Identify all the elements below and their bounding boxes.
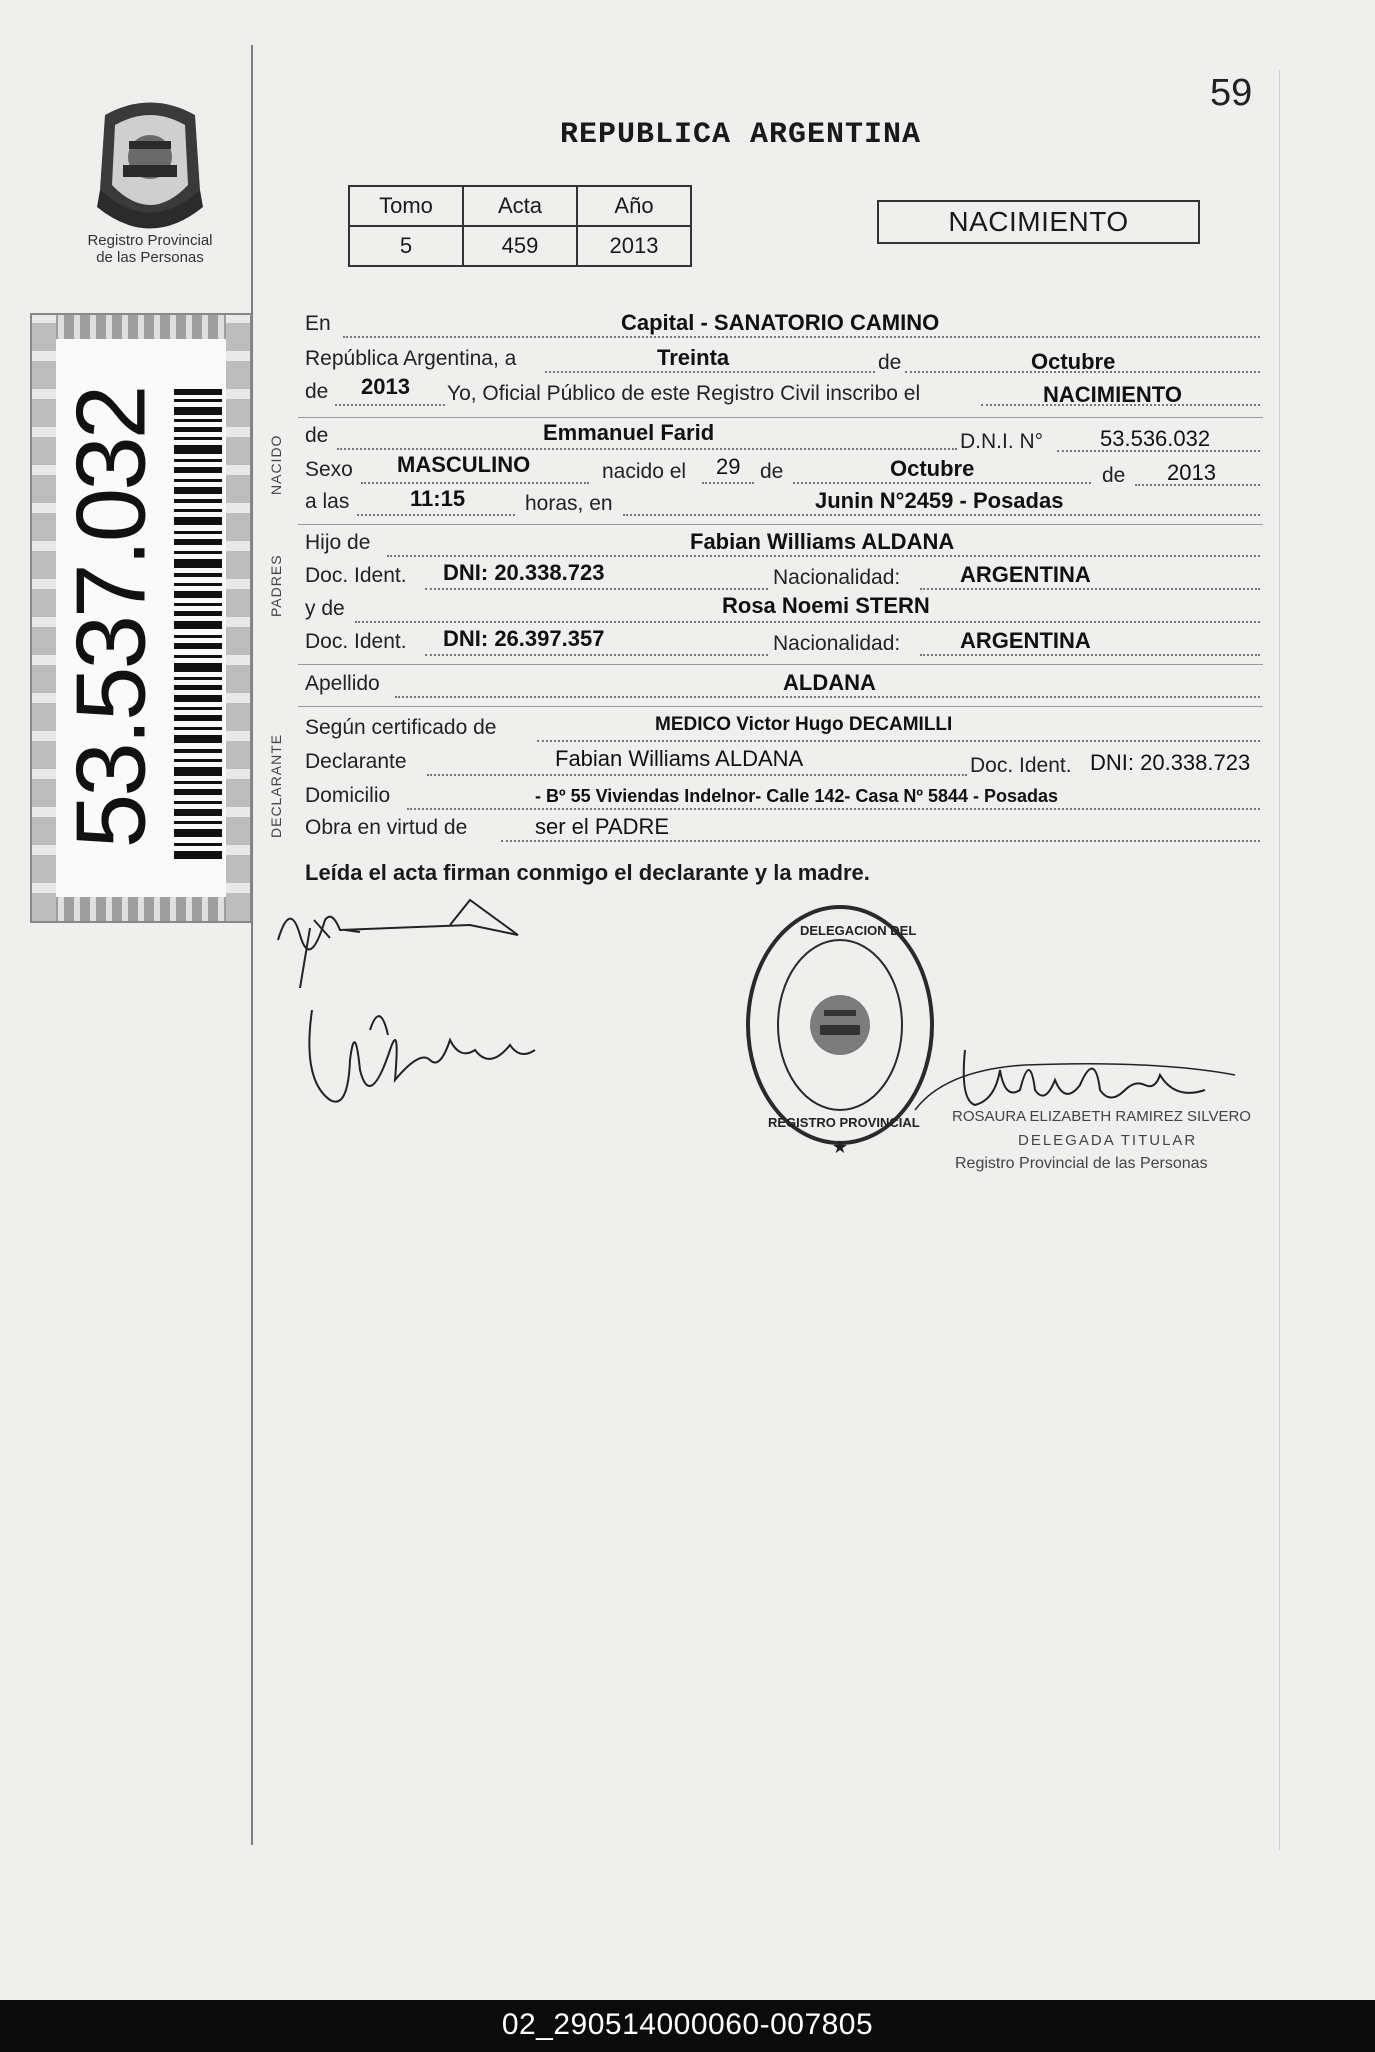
- dotted-line: [355, 621, 1260, 623]
- label-yo-oficial: Yo, Oficial Público de este Registro Civil inscribo el: [447, 382, 921, 405]
- label-de-year: de: [305, 380, 329, 403]
- dotted-line: [793, 482, 1091, 484]
- logo-caption-line-2: de las Personas: [96, 249, 204, 266]
- label-de-day: de: [760, 460, 784, 483]
- table-header-tomo: Tomo: [349, 186, 463, 226]
- row-padre: [305, 527, 1260, 557]
- table-value-tomo: 5: [349, 226, 463, 266]
- officer-role: DELEGADA TITULAR: [1018, 1132, 1198, 1149]
- dotted-line: [427, 774, 967, 776]
- table-value-anio: 2013: [577, 226, 691, 266]
- label-declarante: Declarante: [305, 750, 407, 773]
- logo-caption: [55, 232, 245, 266]
- dotted-line: [920, 654, 1260, 656]
- dotted-line: [395, 696, 1260, 698]
- security-border-bottom: [32, 897, 250, 921]
- dotted-line: [387, 555, 1260, 557]
- tomo-acta-anio-table: [348, 185, 692, 267]
- closing-statement: Leída el acta firman conmigo el declarante y la madre.: [305, 860, 870, 885]
- dotted-line: [425, 588, 768, 590]
- table-header-anio: Año: [577, 186, 691, 226]
- officer-signature: [905, 1030, 1245, 1120]
- value-anio-nacimiento: 2013: [1167, 460, 1216, 485]
- barcode-number: 53.537.032: [55, 387, 166, 849]
- security-border-left: [32, 315, 56, 921]
- svg-text:★: ★: [831, 1137, 849, 1157]
- label-de-name: de: [305, 424, 329, 447]
- footer-bar: [0, 2000, 1375, 2052]
- section-separator: [298, 417, 1263, 418]
- row-sexo: [305, 452, 1260, 487]
- value-hora: 11:15: [410, 486, 466, 511]
- provincial-seal-logo: [85, 95, 215, 235]
- value-certificado: MEDICO Victor Hugo DECAMILLI: [655, 714, 953, 735]
- label-republica: República Argentina, a: [305, 347, 517, 370]
- dotted-line: [623, 514, 1260, 516]
- label-nacido-el: nacido el: [602, 460, 687, 483]
- table-header-row: [349, 186, 691, 226]
- row-certificado: [305, 712, 1260, 742]
- value-nac-madre: ARGENTINA: [960, 628, 1091, 653]
- value-nombre: Emmanuel Farid: [543, 420, 715, 445]
- value-mes-registro: Octubre: [1031, 349, 1116, 374]
- dotted-line: [337, 448, 957, 450]
- dotted-line: [361, 482, 589, 484]
- label-hijo-de: Hijo de: [305, 531, 371, 554]
- value-declarante: Fabian Williams ALDANA: [555, 746, 804, 771]
- label-segun: Según certificado de: [305, 716, 497, 739]
- row-doc-madre: [305, 626, 1260, 656]
- label-de: de: [878, 351, 902, 374]
- value-doc-padre: DNI: 20.338.723: [443, 560, 605, 585]
- barcode-panel: [30, 313, 252, 923]
- table-value-acta: 459: [463, 226, 577, 266]
- value-doc-madre: DNI: 26.397.357: [443, 626, 605, 651]
- row-inscripcion: [305, 374, 1260, 408]
- value-lugar-nacimiento: Junin N°2459 - Posadas: [815, 488, 1064, 513]
- dotted-line: [407, 808, 1260, 810]
- table-value-row: [349, 226, 691, 266]
- value-mes-nacimiento: Octubre: [890, 456, 975, 481]
- row-fecha: [305, 345, 1260, 375]
- side-label-declarante: DECLARANTE: [268, 733, 284, 838]
- row-doc-padre: [305, 560, 1260, 590]
- dotted-line: [920, 588, 1260, 590]
- side-label-nacido: NACIDO: [268, 434, 284, 495]
- label-y-de: y de: [305, 597, 345, 620]
- barcode-card: [56, 339, 226, 897]
- dotted-line: [537, 740, 1260, 742]
- document-title: REPUBLICA ARGENTINA: [560, 118, 922, 152]
- label-nacionalidad-2: Nacionalidad:: [773, 632, 901, 655]
- row-hora: [305, 486, 1260, 516]
- value-nac-padre: ARGENTINA: [960, 562, 1091, 587]
- label-doc-ident-2: Doc. Ident.: [305, 630, 407, 653]
- label-dni: D.N.I. N°: [960, 430, 1044, 453]
- label-horas-en: horas, en: [525, 492, 613, 515]
- declarant-signature: [270, 880, 540, 990]
- dotted-line: [702, 482, 754, 484]
- security-border-right: [226, 315, 250, 921]
- officer-name: ROSAURA ELIZABETH RAMIREZ SILVERO: [952, 1108, 1251, 1125]
- barcode-bars: [174, 389, 222, 859]
- footer-document-id: 02_290514000060-007805: [501, 2008, 874, 2041]
- section-separator: [298, 664, 1263, 665]
- label-en: En: [305, 312, 331, 335]
- value-padre: Fabian Williams ALDANA: [690, 529, 955, 554]
- value-dni-nacido: 53.536.032: [1100, 426, 1211, 451]
- mother-signature: [300, 990, 550, 1115]
- label-nacionalidad-1: Nacionalidad:: [773, 566, 901, 589]
- svg-text:DELEGACION DEL: DELEGACION DEL: [800, 923, 917, 938]
- label-de-month: de: [1102, 464, 1126, 487]
- row-obra: [305, 812, 1260, 842]
- dotted-line: [545, 371, 875, 373]
- value-dia-nacimiento: 29: [716, 454, 741, 479]
- value-dia-letras: Treinta: [657, 345, 730, 370]
- dotted-line: [357, 514, 515, 516]
- side-label-padres: PADRES: [268, 554, 284, 617]
- row-declarante: [305, 746, 1260, 776]
- value-tipo-inscripcion: NACIMIENTO: [1043, 382, 1182, 407]
- label-a-las: a las: [305, 490, 350, 513]
- svg-text:REGISTRO PROVINCIAL: REGISTRO PROVINCIAL: [768, 1115, 920, 1130]
- value-apellido: ALDANA: [783, 670, 876, 695]
- label-doc-ident-1: Doc. Ident.: [305, 564, 407, 587]
- section-separator: [298, 524, 1263, 525]
- act-type-box: NACIMIENTO: [877, 200, 1200, 244]
- value-domicilio: - Bº 55 Viviendas Indelnor- Calle 142- Casa Nº 5844 - Posadas: [535, 786, 1059, 806]
- logo-caption-line-1: Registro Provincial: [87, 232, 213, 249]
- label-doc-ident-3: Doc. Ident.: [970, 754, 1072, 777]
- row-domicilio: [305, 780, 1260, 810]
- value-anio-registro: 2013: [361, 374, 410, 399]
- right-edge-line: [1279, 70, 1280, 1850]
- row-en: [305, 310, 1260, 340]
- security-border-top: [32, 315, 250, 339]
- table-header-acta: Acta: [463, 186, 577, 226]
- value-madre: Rosa Noemi STERN: [722, 593, 930, 618]
- label-apellido: Apellido: [305, 672, 380, 695]
- dotted-line: [501, 840, 1260, 842]
- dotted-line: [335, 404, 445, 406]
- row-apellido: [305, 668, 1260, 698]
- officer-office: Registro Provincial de las Personas: [955, 1155, 1208, 1172]
- page-number: 59: [1210, 72, 1253, 114]
- label-obra: Obra en virtud de: [305, 816, 468, 839]
- dotted-line: [343, 336, 1260, 338]
- label-sexo: Sexo: [305, 458, 353, 481]
- row-nombre: [305, 420, 1260, 453]
- section-separator: [298, 706, 1263, 707]
- row-madre: [305, 593, 1260, 623]
- value-obra: ser el PADRE: [535, 814, 670, 839]
- label-domicilio: Domicilio: [305, 784, 391, 807]
- dotted-line: [425, 654, 768, 656]
- value-doc-declarante: DNI: 20.338.723: [1090, 750, 1251, 775]
- value-sexo: MASCULINO: [397, 452, 531, 477]
- value-lugar: Capital - SANATORIO CAMINO: [621, 310, 940, 335]
